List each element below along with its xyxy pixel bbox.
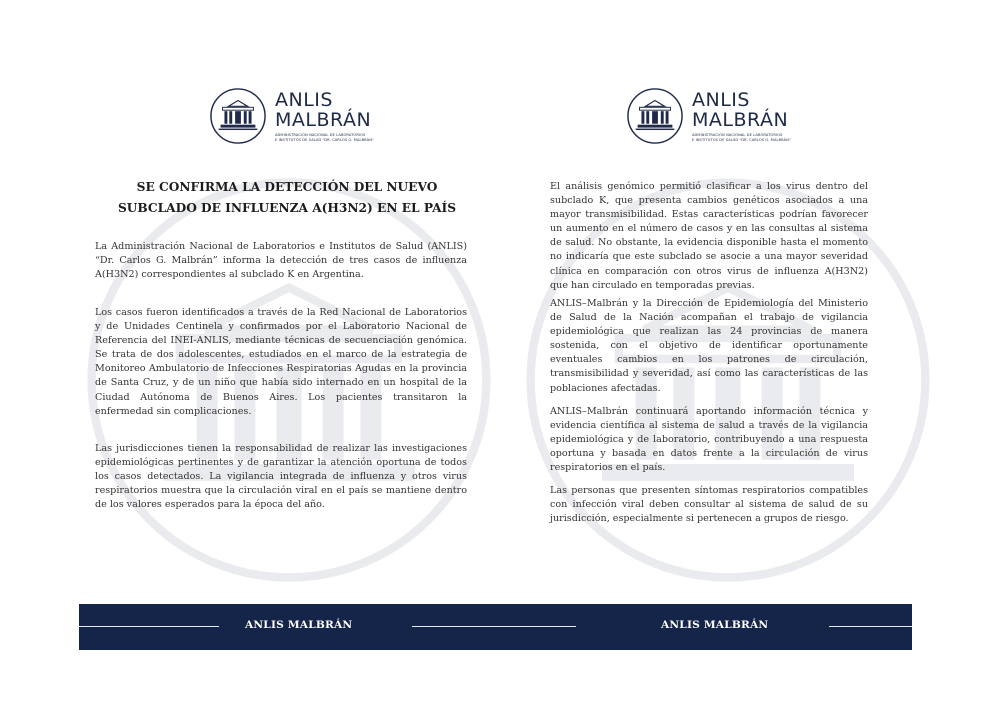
right-paragraph-3: ANLIS–Malbrán continuará aportando información técnica y evidencia científica al sistema de salud a través de la vigilancia epidemiológica y de laboratorio, contribuyendo a una respuesta oportuna y basada en datos frente a la circulación de virus respiratorios en el país. bbox=[550, 406, 868, 474]
logo-name-line1: ANLIS bbox=[692, 89, 750, 112]
title-line2: SUBCLADO DE INFLUENZA A(H3N2) EN EL PAÍS bbox=[117, 201, 457, 215]
logo-text bbox=[692, 90, 792, 142]
logo-subtitle-line2: E INSTITUTOS DE SALUD "DR. CARLOS G. MALBRÁN" bbox=[692, 137, 791, 142]
footer-brand-left: ANLIS MALBRÁN bbox=[245, 619, 353, 631]
logo-name-line2: MALBRÁN bbox=[692, 109, 789, 132]
logo-text bbox=[275, 90, 375, 142]
logo-name-line2: MALBRÁN bbox=[275, 109, 372, 132]
logo-subtitle-line2: E INSTITUTOS DE SALUD "DR. CARLOS G. MALBRÁN" bbox=[275, 137, 374, 142]
title-line1: SE CONFIRMA LA DETECCIÓN DEL NUEVO bbox=[136, 180, 438, 194]
anlis-logo bbox=[626, 87, 792, 145]
logo-subtitle-line1: ADMINISTRACIÓN NACIONAL DE LABORATORIOS bbox=[692, 133, 783, 138]
footer-brand-right: ANLIS MALBRÁN bbox=[661, 619, 769, 631]
left-paragraph-3: Las jurisdicciones tienen la responsabilidad de realizar las investigaciones epidemiológicas pertinentes y de garantizar la atención oportuna de todos los casos detectados. La vigilancia integrada de influenza y otros virus respiratorios muestra que la circulación viral en el país se mantiene dentro de los valores esperados para la época del año. bbox=[95, 443, 467, 511]
footer-band bbox=[79, 604, 912, 650]
footer-divider bbox=[829, 626, 912, 627]
left-paragraph-2: Los casos fueron identificados a través de la Red Nacional de Laboratorios y de Unidades Centinela y confirmados por el Laboratorio Nacional de Referencia del INEI-ANLIS, mediante técnicas de secuenciación genómica. Se trata de dos adolescentes, estudiados en el marco de la estrategia de Monitoreo Ambulatorio de Infecciones Respiratorias Agudas en la provincia de Santa Cruz, y de un niño que había sido internado en un hospital de la Ciudad Autónoma de Buenos Aires. Los pacientes transitaron la enfermedad sin complicaciones. bbox=[95, 307, 467, 417]
logo-subtitle-line1: ADMINISTRACIÓN NACIONAL DE LABORATORIOS bbox=[275, 133, 366, 138]
building-logo-icon bbox=[626, 87, 684, 145]
footer-divider bbox=[412, 626, 576, 627]
page-title bbox=[109, 177, 465, 219]
right-paragraph-2: ANLIS–Malbrán y la Dirección de Epidemiología del Ministerio de Salud de la Nación acompañan el trabajo de vigilancia epidemiológica que realizan las 24 provincias de manera sostenida, con el objetivo de identificar oportunamente eventuales cambios en los patrones de circulación, transmisibilidad y severidad, así como las características de las poblaciones afectadas. bbox=[550, 298, 868, 394]
right-paragraph-4: Las personas que presenten síntomas respiratorios compatibles con infección viral deben consultar al sistema de salud de su jurisdicción, especialmente si pertenecen a grupos de riesgo. bbox=[550, 485, 868, 525]
footer-divider bbox=[79, 626, 219, 627]
right-paragraph-1: El análisis genómico permitió clasificar a los virus dentro del subclado K, que presenta cambios genéticos asociados a una mayor transmisibilidad. Estas características podrían favorecer un aumento en el número de casos y en las consultas al sistema de salud. No obstante, la evidencia disponible hasta el momento no indicaría que este subclado se asocie a una mayor severidad clínica en comparación con otros virus de influenza A(H3N2) que han circulado en temporadas previas. bbox=[550, 181, 868, 291]
right-page bbox=[496, 0, 912, 600]
anlis-logo bbox=[209, 87, 375, 145]
logo-name-line1: ANLIS bbox=[275, 89, 333, 112]
left-page bbox=[79, 0, 495, 600]
left-paragraph-1: La Administración Nacional de Laboratorios e Institutos de Salud (ANLIS) “Dr. Carlos G. Malbrán” informa la detección de tres casos de influenza A(H3N2) correspondientes al subclado K en Argentina. bbox=[95, 241, 467, 281]
building-logo-icon bbox=[209, 87, 267, 145]
